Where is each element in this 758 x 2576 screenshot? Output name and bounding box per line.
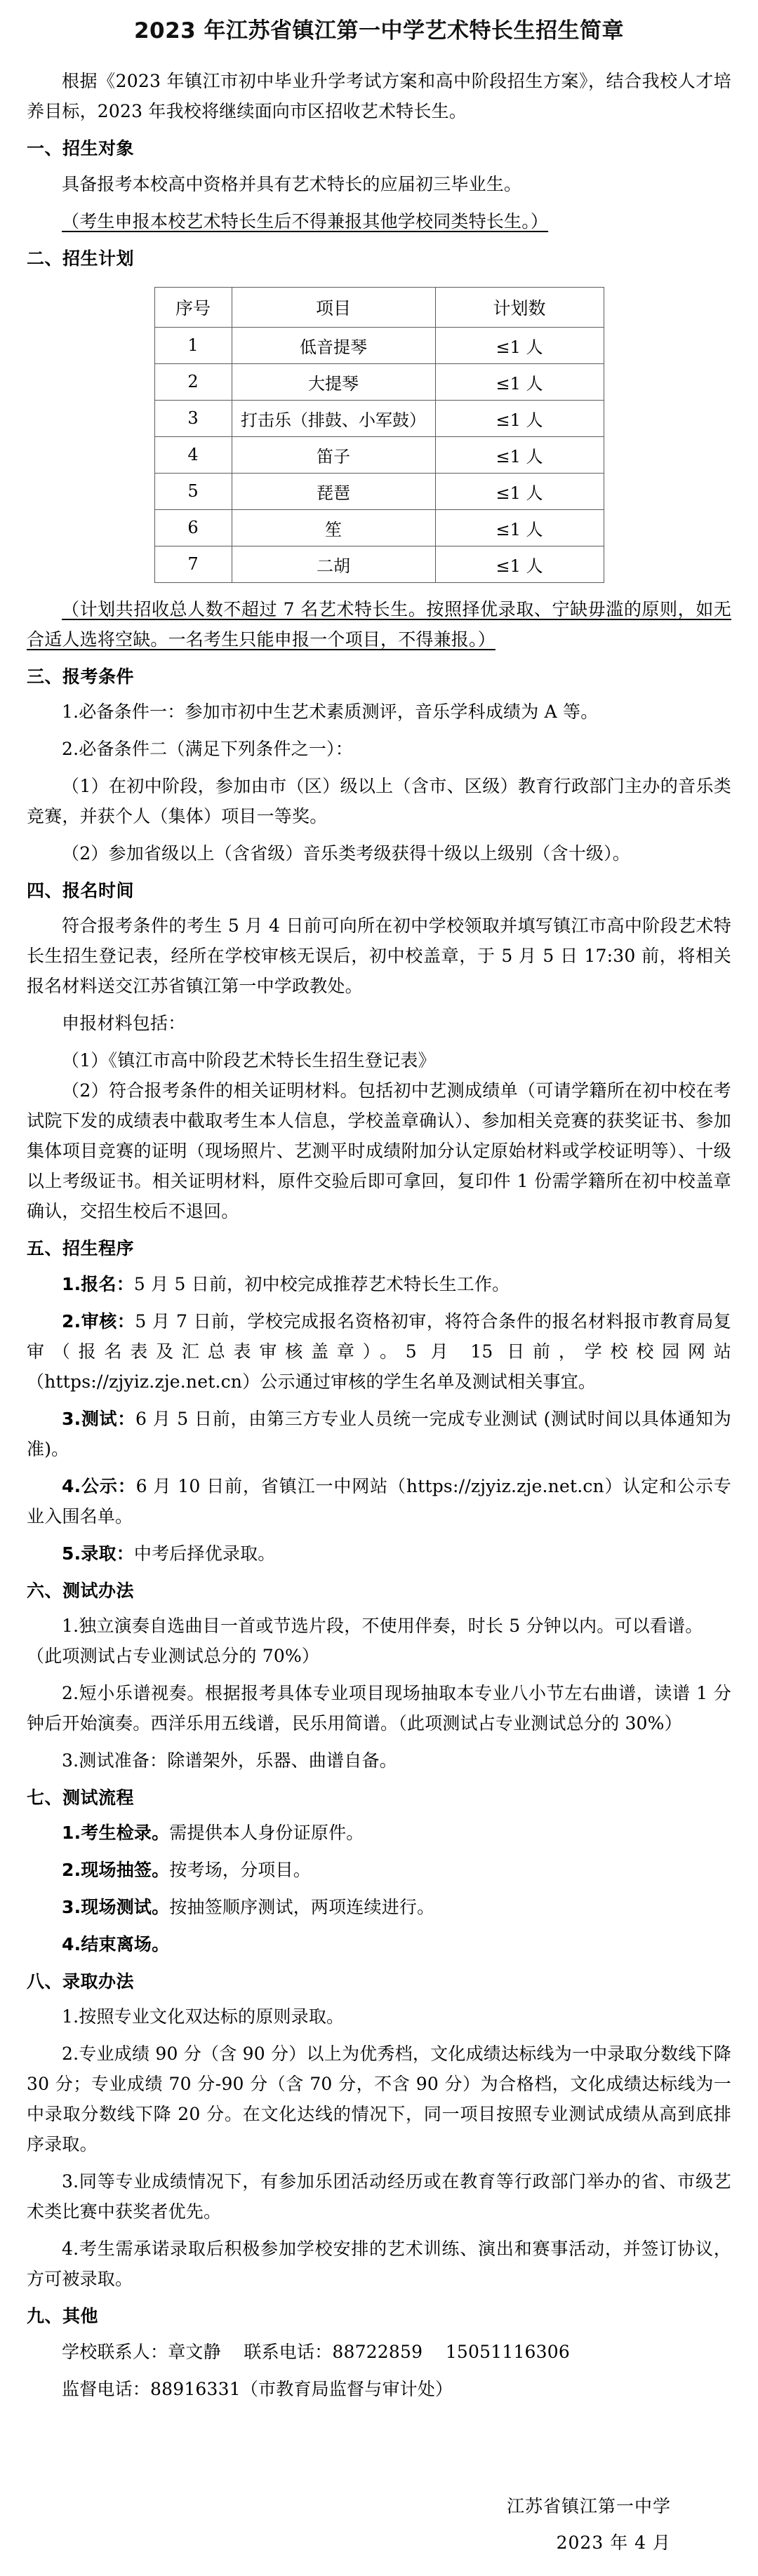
cell-quota: ≤1 人 [435, 509, 604, 546]
section3-paragraph-1: 1.必备条件一：参加市初中生艺术素质测评，音乐学科成绩为 A 等。 [62, 702, 599, 723]
section4-material-item-1: （1）《镇江市高中阶段艺术特长生招生登记表》 [62, 1050, 436, 1071]
cell-index: 3 [154, 400, 232, 436]
cell-project: 大提琴 [232, 363, 435, 400]
table-row [154, 546, 604, 582]
section6-paragraph-2: （此项测试占专业测试总分的 70%） [27, 1645, 320, 1666]
procedure-item-3-label: 3.测试： [62, 1408, 136, 1429]
flow-item-3 [27, 1892, 731, 1922]
procedure-item-2 [27, 1306, 731, 1397]
section4-paragraph-1: 符合报考条件的考生 5 月 4 日前可向所在初中学校领取并填写镇江市高中阶段艺术特长生招生登记表，经所在学校审核无误后，初中校盖章，于 5 月 5 日 17:30 前，将相关报名材料送交江苏省镇江第一中学政教处。 [27, 915, 731, 997]
procedure-item-3-text: 6 月 5 日前，由第三方专业人员统一完成专业测试 (测试时间以具体通知为准)。 [27, 1408, 731, 1459]
admission-plan-table [154, 287, 604, 583]
flow-item-1-text: 需提供本人身份证原件。 [169, 1823, 364, 1844]
contact-line: 学校联系人：章文静 联系电话：88722859 15051116306 [62, 2341, 570, 2362]
flow-item-3-label: 3.现场测试。 [62, 1897, 170, 1918]
cell-project: 笛子 [232, 436, 435, 473]
procedure-item-3 [27, 1404, 731, 1464]
section-heading-1: 一、招生对象 [27, 138, 135, 159]
section3-paragraph-2: 2.必备条件二（满足下列条件之一）： [62, 739, 353, 760]
procedure-item-1-text: 5 月 5 日前，初中校完成推荐艺术特长生工作。 [133, 1273, 510, 1294]
procedure-item-4 [27, 1471, 731, 1531]
procedure-item-5-label: 5.录取： [62, 1543, 134, 1564]
flow-item-1 [27, 1818, 731, 1848]
table-row [154, 473, 604, 509]
cell-quota: ≤1 人 [435, 473, 604, 509]
signature-block [27, 2488, 731, 2562]
section6-paragraph-4: 3.测试准备：除谱架外，乐器、曲谱自备。 [62, 1750, 397, 1771]
supervision-line: 监督电话：88916331（市教育局监督与审计处） [62, 2378, 453, 2399]
section8-paragraph-3: 3.同等专业成绩情况下，有参加乐团活动经历或在教育等行政部门举办的省、市级艺术类比赛中获奖者优先。 [27, 2171, 731, 2222]
procedure-item-1 [27, 1269, 731, 1299]
section-heading-8: 八、录取办法 [27, 1971, 135, 1992]
admission-plan-table-wrapper [27, 287, 731, 583]
signature-date: 2023 年 4 月 [556, 2533, 671, 2554]
cell-index: 7 [154, 546, 232, 582]
column-header-project: 项目 [232, 287, 435, 327]
procedure-item-2-label: 2.审核： [62, 1310, 135, 1331]
section-heading-5: 五、招生程序 [27, 1238, 135, 1259]
section6-paragraph-3: 2.短小乐谱视奏。根据报考具体专业项目现场抽取本专业八小节左右曲谱，读谱 1 分钟后开始演奏。西洋乐用五线谱，民乐用简谱。（此项测试占专业测试总分的 30%） [27, 1682, 731, 1733]
section-heading-2: 二、招生计划 [27, 248, 135, 269]
cell-quota: ≤1 人 [435, 400, 604, 436]
cell-project: 笙 [232, 509, 435, 546]
table-row [154, 363, 604, 400]
page-title: 2023 年江苏省镇江第一中学艺术特长生招生简章 [133, 18, 625, 43]
table-row [154, 400, 604, 436]
section4-materials-intro: 申报材料包括： [62, 1013, 186, 1034]
cell-index: 1 [154, 327, 232, 363]
procedure-item-1-label: 1.报名： [62, 1273, 134, 1294]
section-heading-3: 三、报考条件 [27, 666, 135, 687]
cell-project: 低音提琴 [232, 327, 435, 363]
cell-quota: ≤1 人 [435, 546, 604, 582]
procedure-item-5 [27, 1538, 731, 1569]
cell-index: 6 [154, 509, 232, 546]
cell-index: 5 [154, 473, 232, 509]
column-header-index: 序号 [154, 287, 232, 327]
procedure-item-2-text: 5 月 7 日前，学校完成报名资格初审，将符合条件的报名材料报市教育局复审（报名表及汇总表审核盖章）。5 月 15 日前，学校校园网站（https://zjyiz.zje.net.cn）公示通过审核的学生名单及测试相关事宜。 [27, 1310, 731, 1392]
cell-quota: ≤1 人 [435, 363, 604, 400]
flow-item-4 [27, 1929, 731, 1959]
flow-item-1-label: 1.考生检录。 [62, 1823, 170, 1844]
procedure-item-4-text: 6 月 10 日前，省镇江一中网站（https://zjyiz.zje.net.cn）认定和公示专业入围名单。 [27, 1475, 731, 1527]
table-row [154, 327, 604, 363]
section6-paragraph-1: 1.独立演奏自选曲目一首或节选片段，不使用伴奏，时长 5 分钟以内。可以看谱。 [62, 1615, 703, 1636]
flow-item-2 [27, 1855, 731, 1885]
cell-index: 2 [154, 363, 232, 400]
cell-quota: ≤1 人 [435, 436, 604, 473]
cell-quota: ≤1 人 [435, 327, 604, 363]
flow-item-4-label: 4.结束离场。 [62, 1934, 170, 1955]
cell-project: 打击乐（排鼓、小军鼓） [232, 400, 435, 436]
section4-material-item-2: （2）符合报考条件的相关证明材料。包括初中艺测成绩单（可请学籍所在初中校在考试院下发的成绩表中截取考生本人信息，学校盖章确认）、参加相关竞赛的获奖证书、参加集体项目竞赛的证明（现场照片、艺测平时成绩附加分认定原始材料或学校证明等）、十级以上考级证书。相关证明材料，原件交验后即可拿回，复印件 1 份需学籍所在初中校盖章确认，交招生校后不退回。 [27, 1080, 731, 1222]
section3-paragraph-3: （1）在初中阶段，参加由市（区）级以上（含市、区级）教育行政部门主办的音乐类竞赛，并获个人（集体）项目一等奖。 [27, 776, 731, 827]
section8-paragraph-1: 1.按照专业文化双达标的原则录取。 [62, 2006, 345, 2027]
procedure-item-5-text: 中考后择优录取。 [133, 1543, 276, 1564]
section8-paragraph-4: 4.考生需承诺录取后积极参加学校安排的艺术训练、演出和赛事活动，并签订协议，方可被录取。 [27, 2239, 731, 2290]
cell-index: 4 [154, 436, 232, 473]
flow-item-2-text: 按考场，分项目。 [169, 1860, 311, 1881]
flow-item-3-text: 按抽签顺序测试，两项连续进行。 [169, 1897, 435, 1918]
table-header-row [154, 287, 604, 327]
section-heading-7: 七、测试流程 [27, 1787, 135, 1808]
procedure-item-4-label: 4.公示： [62, 1475, 136, 1496]
intro-paragraph: 根据《2023 年镇江市初中毕业升学考试方案和高中阶段招生方案》，结合我校人才培养目标，2023 年我校将继续面向市区招收艺术特长生。 [27, 71, 731, 122]
admission-plan-note: （计划共招收总人数不超过 7 名艺术特长生。按照择优录取、宁缺毋滥的原则，如无合适人选将空缺。一名考生只能申报一个项目，不得兼报。） [27, 598, 731, 650]
cell-project: 二胡 [232, 546, 435, 582]
section-heading-4: 四、报名时间 [27, 880, 135, 901]
table-row [154, 509, 604, 546]
cell-project: 琵琶 [232, 473, 435, 509]
section1-paragraph-2: （考生申报本校艺术特长生后不得兼报其他学校同类特长生。） [62, 210, 549, 232]
section1-paragraph-1: 具备报考本校高中资格并具有艺术特长的应届初三毕业生。 [62, 173, 522, 194]
section-heading-6: 六、测试办法 [27, 1580, 135, 1601]
section3-paragraph-4: （2）参加省级以上（含省级）音乐类考级获得十级以上级别（含十级）。 [62, 843, 631, 864]
section-heading-9: 九、其他 [27, 2306, 99, 2327]
flow-item-2-label: 2.现场抽签。 [62, 1860, 170, 1881]
column-header-quota: 计划数 [435, 287, 604, 327]
signature-school: 江苏省镇江第一中学 [506, 2495, 671, 2516]
table-row [154, 436, 604, 473]
section8-paragraph-2: 2.专业成绩 90 分（含 90 分）以上为优秀档，文化成绩达标线为一中录取分数线下降 30 分；专业成绩 70 分-90 分（含 70 分，不含 90 分）为合格档，文化成绩达标线为一中录取分数线下降 20 分。在文化达线的情况下，同一项目按照专业测试成绩从高到底排序录取。 [27, 2044, 731, 2155]
